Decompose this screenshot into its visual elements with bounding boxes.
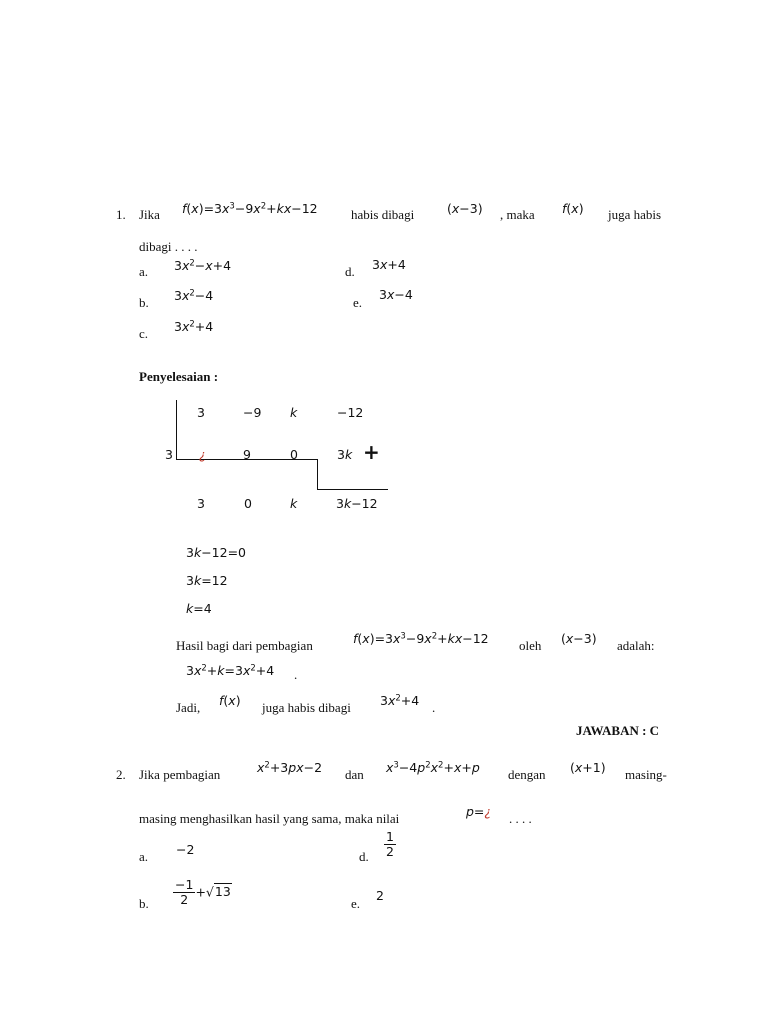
div-row1-c2: −9 — [243, 405, 262, 420]
q1-text-habis-dibagi: habis dibagi — [351, 207, 415, 222]
quotient-result-tail: . — [294, 667, 298, 682]
div-row3-c3 — [290, 497, 297, 511]
q2-option-a-label: a. — [139, 849, 149, 864]
q2-option-d-label: d. — [359, 849, 369, 864]
step-1: 3k−12=0 — [186, 545, 247, 560]
q2-option-b-value: $\frac{-1}{2}$ +√13 — [175, 877, 231, 908]
div-row1-c1: 3 — [197, 405, 205, 420]
jadi-tail: . — [432, 700, 436, 715]
quotient-result: $3x^2+k=3x^2+4$ — [186, 663, 275, 678]
q1-option-b-label: b. — [139, 295, 149, 310]
div-row3-k: k — [290, 496, 298, 511]
q1-answer: JAWABAN : C — [576, 723, 660, 738]
div-row1-k: k — [290, 405, 298, 420]
q1-text-jika: Jika — [139, 207, 160, 222]
q1-option-c-value: $3x^2+4$ — [174, 319, 214, 334]
hasil-fx-equation: $f(x)=3x^3-9x^2+kx-12$ — [353, 631, 489, 646]
q1-option-e-label: e. — [353, 295, 363, 310]
q1-text-maka: , maka — [500, 207, 535, 222]
jadi-text: Jadi, — [176, 700, 201, 715]
q2-d-denominator: 2 — [386, 844, 394, 860]
q1-option-b-value: $3x^2-4$ — [174, 288, 214, 303]
q1-divisor-x-minus-3: (x−3) — [447, 201, 483, 216]
q1-equation-fx: $f(x)=3x^3-9x^2+kx-12$ — [182, 201, 318, 216]
q1-option-a-label: a. — [139, 264, 149, 279]
division-vertical-line — [176, 400, 177, 460]
q2-p-equals — [466, 805, 491, 819]
jadi-fx: f(x) — [219, 693, 241, 708]
q2-text-dan: dan — [345, 767, 364, 782]
hasil-text: Hasil bagi dari pembagian — [176, 638, 313, 653]
q1-option-e-value: 3x−4 — [379, 287, 413, 302]
plus-sign: + — [363, 440, 380, 464]
q2-d-numerator: 1 — [386, 829, 394, 844]
div-row3-c2: 0 — [244, 496, 252, 511]
div-row1-c4: −12 — [337, 405, 364, 420]
q1-text-dibagi: dibagi . . . . — [139, 239, 198, 254]
div-row2-c2: 9 — [243, 447, 251, 462]
q2-option-e-value: 2 — [376, 888, 384, 903]
div-row3-c1: 3 — [197, 496, 205, 511]
step-3: k=4 — [186, 601, 212, 616]
adalah-text: adalah: — [617, 638, 655, 653]
q2-poly-2: $x^3-4p^2x^2+x+p$ — [386, 760, 480, 775]
div-row2-c4: 3k — [337, 447, 353, 462]
q2-option-d-value — [384, 830, 396, 860]
div-row2-c3: 0 — [290, 447, 298, 462]
q2-text-line2: masing menghasilkan hasil yang sama, maka nilai — [139, 811, 400, 826]
div-row3-c4: 3k−12 — [336, 496, 378, 511]
q2-option-e-label: e. — [351, 896, 361, 911]
q1-option-a-value: $3x^2-x+4$ — [174, 258, 232, 273]
q2-p-lhs: p= — [466, 804, 485, 819]
oleh-text: oleh — [519, 638, 542, 653]
q2-poly-1: $x^2+3px-2$ — [257, 760, 323, 775]
q1-fx: f(x) — [562, 201, 584, 216]
q1-option-d-label: d. — [345, 264, 355, 279]
q1-text-juga-habis: juga habis — [608, 207, 662, 222]
solution-heading: Penyelesaian : — [139, 369, 219, 384]
div-divisor: 3 — [165, 447, 173, 462]
q2-option-b-label: b. — [139, 896, 149, 911]
q2-number: 2. — [116, 767, 126, 782]
q1-option-c-label: c. — [139, 326, 149, 341]
step-2: 3k=12 — [186, 573, 228, 588]
oleh-divisor: (x−3) — [561, 631, 597, 646]
jadi-divisor: $3x^2+4$ — [380, 693, 420, 708]
q1-number: 1. — [116, 207, 126, 222]
div-row2-c1: ¿ — [199, 447, 206, 462]
division-result-line — [317, 489, 388, 490]
q2-text-dengan: dengan — [508, 767, 546, 782]
q2-p-rhs: ¿ — [484, 804, 492, 819]
q1-option-d-value: 3x+4 — [372, 257, 406, 272]
q2-divisor: (x+1) — [570, 760, 606, 775]
q2-text-jika-pembagian: Jika pembagian — [139, 767, 221, 782]
q2-option-a-value: −2 — [176, 842, 195, 857]
juga-habis-dibagi-text: juga habis dibagi — [262, 700, 351, 715]
q2-dots: . . . . — [509, 811, 532, 826]
division-step-vertical — [317, 459, 318, 490]
q2-text-masing: masing- — [625, 767, 667, 782]
div-row1-c3 — [290, 406, 297, 420]
